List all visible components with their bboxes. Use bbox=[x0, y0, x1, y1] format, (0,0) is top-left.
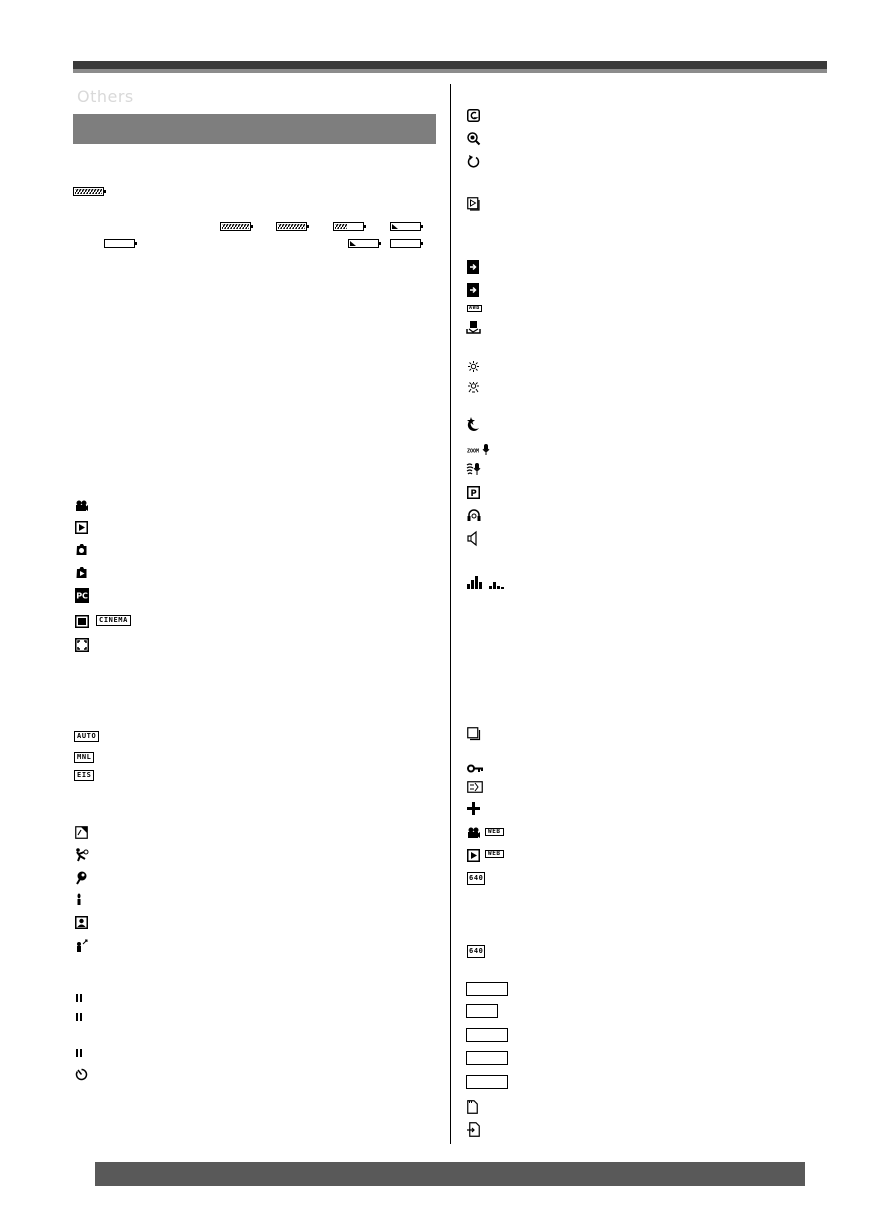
web-icon: WEB bbox=[485, 850, 504, 858]
section-title: Others bbox=[77, 87, 134, 106]
low-light-icon bbox=[76, 893, 82, 906]
plus-icon bbox=[467, 802, 480, 815]
size-640-icon: 640 bbox=[467, 872, 485, 885]
card-playback-icon bbox=[75, 566, 88, 579]
section-heading-bar bbox=[73, 114, 436, 144]
blank-box-icon bbox=[466, 1004, 498, 1018]
histogram-icon bbox=[467, 576, 507, 589]
battery-empty-icon bbox=[390, 239, 424, 248]
sports-mode-icon bbox=[75, 848, 89, 862]
pause-icon bbox=[76, 1013, 82, 1021]
indoor-lamp-icon bbox=[468, 382, 479, 393]
slideshow-icon bbox=[467, 197, 481, 212]
battery-half-icon bbox=[333, 222, 367, 231]
blank-box-icon bbox=[466, 982, 508, 996]
portrait-mode-icon bbox=[75, 871, 88, 884]
sunny-icon bbox=[468, 361, 479, 372]
blank-box-icon bbox=[466, 1075, 508, 1089]
playback-mode-icon bbox=[75, 521, 88, 534]
header-rule-light bbox=[73, 69, 827, 73]
wind-noise-icon bbox=[467, 463, 481, 476]
awb-icon: AWB bbox=[469, 305, 480, 311]
header-rule-dark bbox=[73, 61, 827, 69]
fade-icon bbox=[467, 109, 480, 122]
white-balance-lock-icon bbox=[467, 321, 480, 334]
footer-bar bbox=[95, 1162, 805, 1186]
blank-box-icon bbox=[466, 1051, 508, 1065]
picture-quality-icon bbox=[467, 727, 481, 741]
mix-icon bbox=[467, 283, 479, 297]
auto-mode-icon: AUTO bbox=[74, 731, 99, 742]
cinema-mode-icon: CINEMA bbox=[96, 615, 131, 626]
battery-three-quarter-icon bbox=[276, 222, 310, 231]
speaker-icon bbox=[467, 531, 479, 546]
backlight-icon bbox=[75, 826, 88, 839]
battery-quarter-icon bbox=[390, 222, 424, 231]
wipe-icon bbox=[467, 260, 479, 274]
card-icon bbox=[467, 1100, 478, 1114]
svg-text:P: P bbox=[470, 489, 477, 499]
pause-icon bbox=[76, 994, 82, 1002]
card-recording-icon bbox=[75, 543, 88, 556]
battery-empty-icon bbox=[104, 239, 138, 248]
camera-mode-icon bbox=[75, 500, 88, 512]
zoom-mic-icon bbox=[467, 444, 491, 456]
manual-mode-icon: MNL bbox=[74, 752, 94, 763]
pc-connection-icon bbox=[75, 588, 89, 603]
full-frame-icon bbox=[75, 638, 89, 652]
rotate-icon bbox=[467, 155, 480, 168]
surf-snow-icon bbox=[75, 939, 89, 953]
column-divider bbox=[450, 84, 451, 1144]
playback-web-icon bbox=[467, 849, 480, 862]
headphone-icon bbox=[467, 509, 481, 522]
pause-icon bbox=[76, 1049, 82, 1057]
wide-mode-icon bbox=[75, 615, 89, 628]
night-view-icon bbox=[467, 417, 480, 431]
zoom-mic-label: ZOOM bbox=[467, 448, 480, 455]
svg-text:PC: PC bbox=[76, 591, 88, 601]
eis-icon: EIS bbox=[74, 770, 94, 781]
p-icon bbox=[467, 486, 480, 499]
battery-low-icon bbox=[348, 239, 382, 248]
spotlight-icon bbox=[75, 916, 88, 929]
camera-web-icon bbox=[467, 827, 480, 839]
blank-box-icon bbox=[466, 1028, 508, 1042]
key-protect-icon bbox=[467, 764, 483, 773]
web-icon: WEB bbox=[485, 828, 504, 836]
digital-zoom-icon bbox=[467, 132, 480, 145]
size-640-icon: 640 bbox=[467, 945, 485, 958]
battery-full-icon bbox=[73, 187, 107, 196]
dpof-icon bbox=[467, 781, 483, 793]
card-access-icon bbox=[467, 1122, 480, 1137]
battery-full-icon bbox=[220, 222, 254, 231]
self-timer-icon bbox=[75, 1068, 88, 1081]
